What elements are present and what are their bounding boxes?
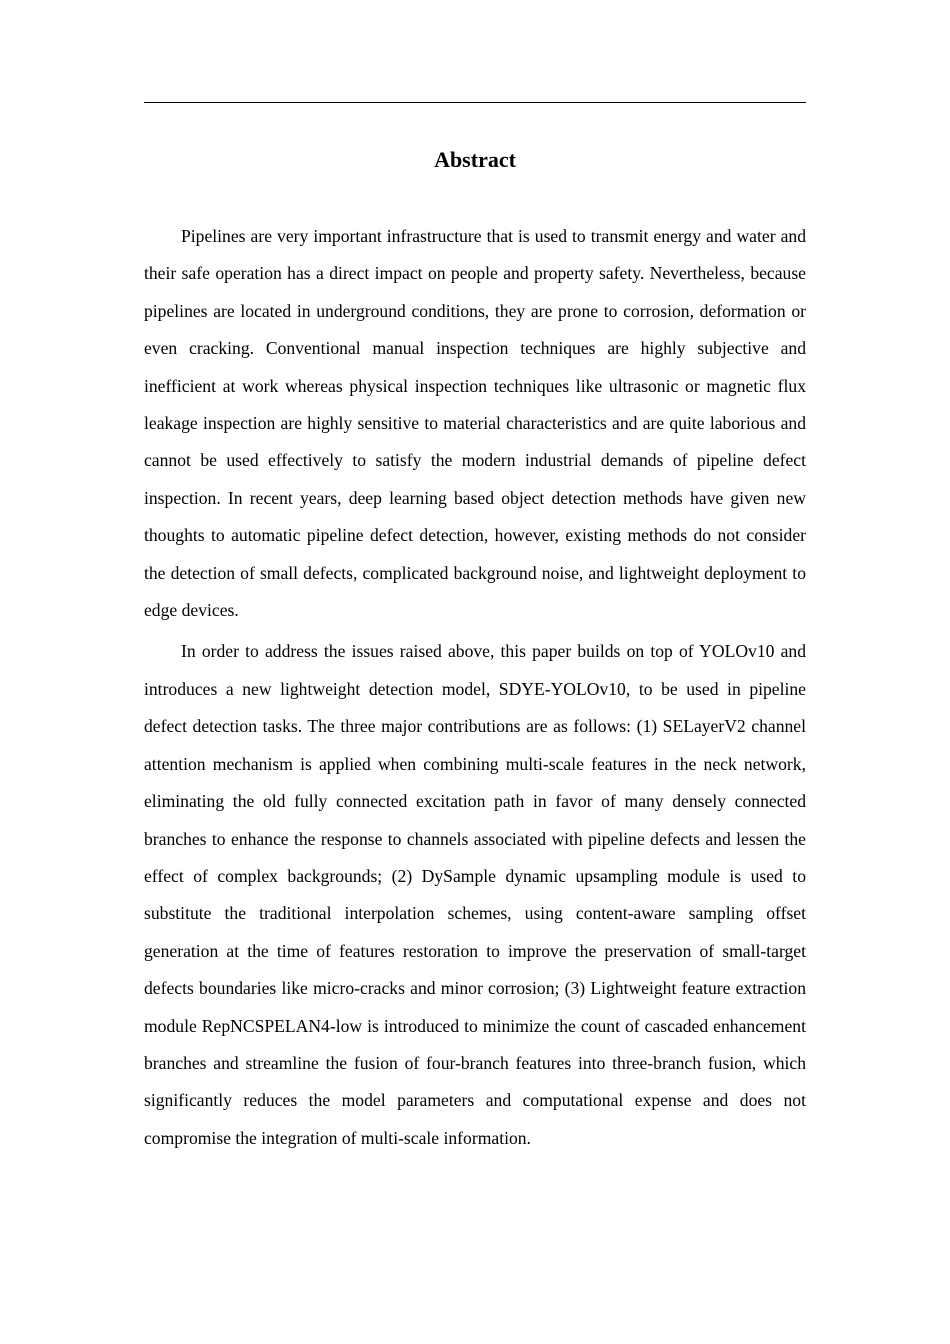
header-rule <box>144 102 806 103</box>
abstract-paragraph-1: Pipelines are very important infrastructure that is used to transmit energy and water and their safe operation has a direct impact on people and property safety. Nevertheless, because pipelines are located in underground conditions, they are prone to corrosion, deformation or even cracking. Conventional manual inspection techniques are highly subjective and inefficient at work whereas physical inspection techniques like ultrasonic or magnetic flux leakage inspection are highly sensitive to material characteristics and are quite laborious and cannot be used effectively to satisfy the modern industrial demands of pipeline defect inspection. In recent years, deep learning based object detection methods have given new thoughts to automatic pipeline defect detection, however, existing methods do not consider the detection of small defects, complicated background noise, and lightweight deployment to edge devices. <box>144 226 806 621</box>
abstract-title: Abstract <box>434 147 516 172</box>
abstract-body <box>144 218 806 1157</box>
abstract-paragraph-2: In order to address the issues raised above, this paper builds on top of YOLOv10 and introduces a new lightweight detection model, SDYE-YOLOv10, to be used in pipeline defect detection tasks. The three major contributions are as follows: (1) SELayerV2 channel attention mechanism is applied when combining multi-scale features in the neck network, eliminating the old fully connected excitation path in favor of many densely connected branches to enhance the response to channels associated with pipeline defects and lessen the effect of complex backgrounds; (2) DySample dynamic upsampling module is used to substitute the traditional interpolation schemes, using content-aware sampling offset generation at the time of features restoration to improve the preservation of small-target defects boundaries like micro-cracks and minor corrosion; (3) Lightweight feature extraction module RepNCSPELAN4-low is introduced to minimize the count of cascaded enhancement branches and streamline the fusion of four-branch features into three-branch fusion, which significantly reduces the model parameters and computational expense and does not compromise the integration of multi-scale information. <box>144 641 806 1148</box>
